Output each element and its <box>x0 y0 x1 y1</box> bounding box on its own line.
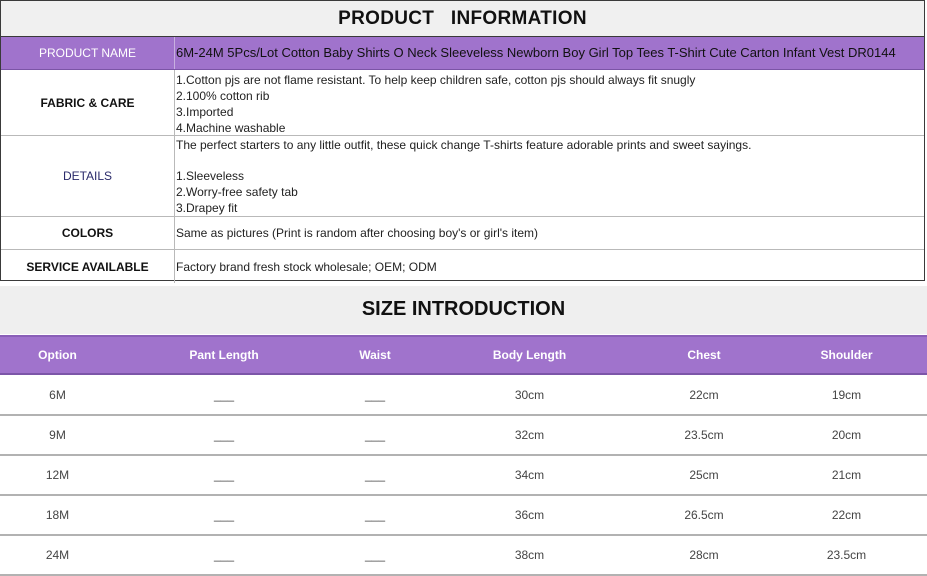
details-value <box>175 136 924 216</box>
product-information-table <box>0 0 925 281</box>
header-pant-length: Pant Length <box>189 348 259 362</box>
table-row <box>0 496 927 536</box>
product-name-label: PRODUCT NAME <box>1 37 175 69</box>
table-row <box>0 376 927 416</box>
cell-waist: ___ <box>364 428 386 442</box>
cell-option: 9M <box>49 428 66 442</box>
cell-option: 6M <box>49 388 66 402</box>
details-line: The perfect starters to any little outfit, these quick change T-shirts feature adorable prints and sweet sayings. <box>176 138 752 152</box>
fabric-care-line: 4.Machine washable <box>176 121 286 135</box>
details-row <box>1 136 924 217</box>
service-text: Factory brand fresh stock wholesale; OEM; ODM <box>176 259 437 274</box>
fabric-care-value <box>175 70 924 135</box>
cell-option: 12M <box>45 468 70 482</box>
service-row <box>1 250 924 283</box>
cell-chest: 25cm <box>689 468 719 482</box>
cell-option: 24M <box>45 548 70 562</box>
cell-shoulder: 20cm <box>831 428 862 442</box>
cell-body-length: 36cm <box>514 508 545 522</box>
fabric-care-line: 1.Cotton pjs are not flame resistant. To help keep children safe, cotton pjs should always fit snugly <box>176 73 696 87</box>
header-waist: Waist <box>359 348 391 362</box>
service-value <box>175 250 924 283</box>
size-table-header <box>0 335 927 375</box>
product-name-text: 6M-24M 5Pcs/Lot Cotton Baby Shirts O Neck Sleeveless Newborn Boy Girl Top Tees T-Shirt Cute Carton Infant Vest DR0144 <box>176 45 896 60</box>
cell-waist: ___ <box>364 468 386 482</box>
details-line: 3.Drapey fit <box>176 201 238 215</box>
cell-option: 18M <box>45 508 70 522</box>
cell-pant-length: ___ <box>213 508 235 522</box>
header-chest: Chest <box>687 348 721 362</box>
table-row <box>0 536 927 576</box>
table-row <box>0 416 927 456</box>
cell-chest: 22cm <box>689 388 719 402</box>
cell-body-length: 34cm <box>514 468 545 482</box>
cell-shoulder: 23.5cm <box>826 548 867 562</box>
cell-waist: ___ <box>364 548 386 562</box>
size-introduction-title: SIZE INTRODUCTION <box>0 286 927 334</box>
fabric-care-line: 2.100% cotton rib <box>176 89 270 103</box>
header-shoulder: Shoulder <box>820 348 873 362</box>
product-name-value <box>175 37 924 69</box>
cell-chest: 23.5cm <box>684 428 724 442</box>
cell-shoulder: 22cm <box>831 508 862 522</box>
product-name-row <box>1 37 924 70</box>
cell-body-length: 30cm <box>514 388 545 402</box>
details-line: 1.Sleeveless <box>176 169 245 183</box>
fabric-care-row <box>1 70 924 136</box>
cell-pant-length: ___ <box>213 428 235 442</box>
fabric-care-line: 3.Imported <box>176 105 234 119</box>
cell-pant-length: ___ <box>213 388 235 402</box>
cell-body-length: 38cm <box>514 548 545 562</box>
fabric-care-label: FABRIC & CARE <box>1 70 175 135</box>
cell-waist: ___ <box>364 388 386 402</box>
colors-value <box>175 217 924 249</box>
header-body-length: Body Length <box>492 348 567 362</box>
service-label: SERVICE AVAILABLE <box>1 250 175 283</box>
details-blank-line <box>176 153 924 168</box>
colors-row <box>1 217 924 250</box>
size-table-body <box>0 376 927 576</box>
cell-shoulder: 19cm <box>831 388 862 402</box>
header-option: Option <box>38 348 77 362</box>
cell-chest: 26.5cm <box>684 508 724 522</box>
colors-text: Same as pictures (Print is random after choosing boy's or girl's item) <box>176 226 539 240</box>
cell-waist: ___ <box>364 508 386 522</box>
cell-chest: 28cm <box>689 548 719 562</box>
details-line: 2.Worry-free safety tab <box>176 185 298 199</box>
details-label: DETAILS <box>1 136 175 216</box>
cell-pant-length: ___ <box>213 468 235 482</box>
table-row <box>0 456 927 496</box>
cell-body-length: 32cm <box>514 428 545 442</box>
cell-pant-length: ___ <box>213 548 235 562</box>
colors-label: COLORS <box>1 217 175 249</box>
cell-shoulder: 21cm <box>831 468 862 482</box>
product-information-title: PRODUCT INFORMATION <box>1 1 924 37</box>
